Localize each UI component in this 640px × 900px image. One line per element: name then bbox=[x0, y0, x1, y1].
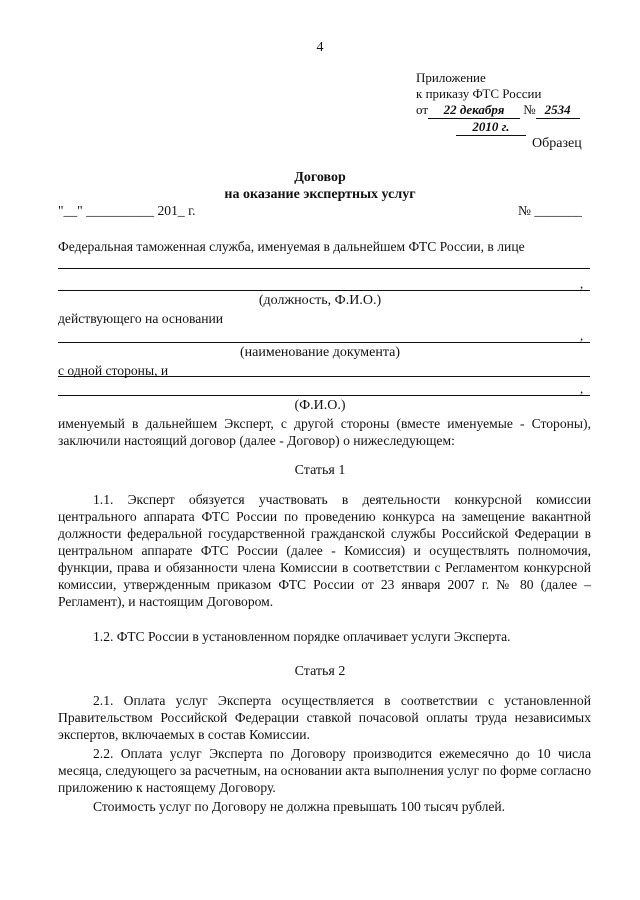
page-number: 4 bbox=[316, 40, 324, 55]
appendix-date: 22 декабря bbox=[428, 102, 520, 119]
article2-clause2: 2.2. Оплата услуг Эксперта по Договору производится ежемесячно до 10 числа месяца, следующего за расчетным, на основании акта выполнения услуг по форме согласно приложению к настоящему Договору. bbox=[58, 746, 591, 795]
date-day: "__" bbox=[58, 203, 83, 218]
fill-line bbox=[58, 376, 590, 377]
fill-line bbox=[58, 342, 590, 343]
fill-line bbox=[58, 268, 590, 269]
article1-clause1: 1.1. Эксперт обязуется участвовать в деятельности конкурсной комиссии центрального аппарата ФТС России по проведению конкурса на замещение вакантной должности федеральной государственной гражданской службы Российской Федерации в центральном аппарате ФТС России (далее - Комиссия) и осуществлять полномочия, функции, права и обязанности члена Комиссии в соответствии с Регламентом конкурсной комиссии, утвержденным приказом ФТС России от 23 января 2007 г. № 80 (далее – Регламент), и настоящим Договором. bbox=[58, 492, 591, 609]
intro-text: Федеральная таможенная служба, именуемая в дальнейшем ФТС России, в лице bbox=[58, 239, 525, 254]
fill-line bbox=[58, 290, 590, 291]
expert-paragraph: именуемый в дальнейшем Эксперт, с другой стороны (вместе именуемые - Стороны), заключили настоящий договор (далее - Договор) о нижеследующем: bbox=[58, 416, 591, 448]
appendix-number-label: № bbox=[523, 102, 536, 117]
appendix-number: 2534 bbox=[536, 102, 580, 119]
appendix-year-line bbox=[416, 119, 580, 136]
caption-fio: (Ф.И.О.) bbox=[294, 398, 346, 413]
contract-number-label: № bbox=[518, 203, 531, 218]
contract-number-blank: _______ bbox=[534, 203, 582, 218]
date-line bbox=[58, 203, 196, 219]
caption-document: (наименование документа) bbox=[239, 345, 401, 360]
article2-heading: Статья 2 bbox=[294, 664, 346, 679]
acting-basis-text: действующего на основании bbox=[58, 311, 224, 326]
article2-cost-limit: Стоимость услуг по Договору не должна превышать 100 тысяч рублей. bbox=[93, 799, 506, 814]
appendix-title: Приложение bbox=[416, 70, 486, 85]
contract-number bbox=[518, 203, 582, 219]
article1-heading: Статья 1 bbox=[294, 463, 346, 478]
article2-clause1: 2.1. Оплата услуг Эксперта осуществляется в соответствии с установленной Правительством Российской Федерации ставкой почасовой оплаты труда независимых экспертов, включаемых в состав Комиссии. bbox=[58, 693, 591, 742]
line-comma: , bbox=[580, 381, 584, 396]
date-month: __________ bbox=[86, 203, 155, 218]
document-title: Договор bbox=[294, 170, 346, 185]
sample-label: Образец bbox=[532, 136, 582, 151]
appendix-order-ref: к приказу ФТС России bbox=[416, 86, 542, 101]
caption-position: (должность, Ф.И.О.) bbox=[258, 293, 382, 308]
article1-clause2: 1.2. ФТС России в установленном порядке оплачивает услуги Эксперта. bbox=[93, 629, 511, 644]
one-side-text: с одной стороны, и bbox=[58, 363, 169, 378]
line-comma: , bbox=[580, 276, 584, 291]
fill-line bbox=[58, 395, 590, 396]
appendix-block bbox=[416, 70, 580, 136]
appendix-year: 2010 г. bbox=[456, 119, 526, 136]
appendix-date-line bbox=[416, 102, 580, 119]
date-year: 201_ г. bbox=[157, 203, 196, 218]
appendix-from-label: от bbox=[416, 102, 429, 117]
line-comma: , bbox=[580, 328, 584, 343]
document-subtitle: на оказание экспертных услуг bbox=[224, 187, 416, 202]
